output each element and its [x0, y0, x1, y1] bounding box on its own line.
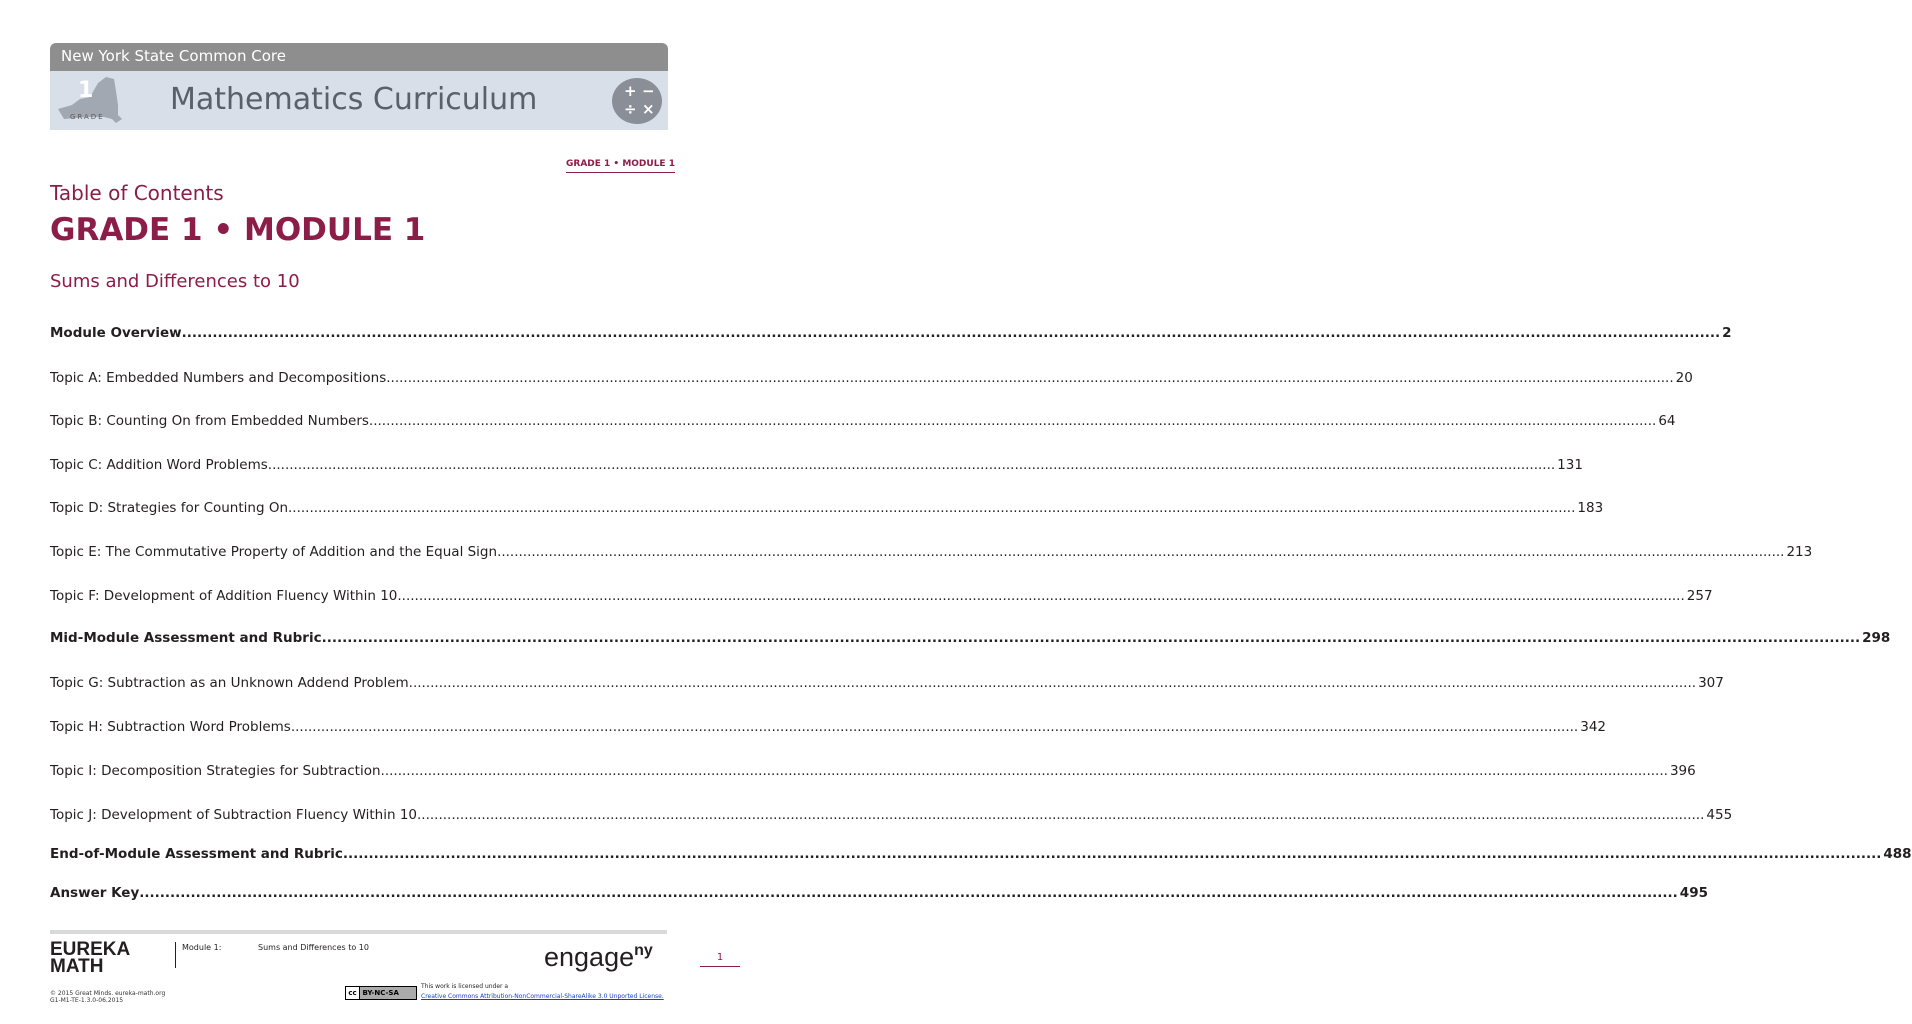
eureka-math-logo — [50, 941, 130, 975]
toc-entry-title: Topic D: Strategies for Counting On — [50, 500, 289, 516]
footer-separator — [175, 942, 176, 968]
toc-entry-page: 131 — [1557, 457, 1583, 473]
toc-leader: ............................................................................................................................................................................................................................................................................................................ — [386, 370, 1674, 386]
toc-leader: ............................................................................................................................................................................................................................................................................................................ — [267, 457, 1556, 473]
toc-entry-page: 183 — [1577, 500, 1604, 516]
engageny-logo — [544, 942, 653, 973]
module-heading: GRADE 1 • MODULE 1 — [50, 212, 426, 248]
toc-entry-title: Topic H: Subtraction Word Problems — [50, 719, 291, 735]
toc-entry-title: Topic B: Counting On from Embedded Numbers — [50, 413, 369, 429]
toc-entry-page: 495 — [1679, 885, 1708, 901]
toc-entry-topic-f[interactable] — [50, 586, 1713, 606]
grade-word: GRADE — [70, 113, 105, 121]
creative-commons-badge[interactable] — [345, 986, 417, 1000]
running-head: GRADE 1 • MODULE 1 — [566, 159, 675, 173]
toc-entry-page: 2 — [1722, 325, 1732, 341]
toc-entry-page: 396 — [1669, 763, 1696, 779]
toc-leader: ............................................................................................................................................................................................................................................................................................................ — [497, 544, 1785, 560]
cc-badge-text: BY-NC-SA — [362, 989, 399, 997]
toc-entry-topic-b[interactable] — [50, 411, 1676, 431]
curriculum-title: Mathematics Curriculum — [170, 82, 538, 117]
copyright-line2: G1-M1-TE-1.3.0-06.2015 — [50, 997, 124, 1004]
toc-leader: ............................................................................................................................................................................................................................................................................................................ — [181, 325, 1721, 341]
banner-top — [50, 43, 668, 71]
toc-entry-page: 342 — [1580, 719, 1607, 735]
toc-entry-title: Mid-Module Assessment and Rubric — [50, 630, 322, 646]
toc-entry-title: Topic A: Embedded Numbers and Decompositions — [50, 370, 387, 386]
toc-leader: ............................................................................................................................................................................................................................................................................................................ — [408, 675, 1697, 691]
eureka-logo-line2: MATH — [50, 956, 104, 977]
toc-leader: ............................................................................................................................................................................................................................................................................................................ — [321, 630, 1861, 646]
divide-icon: ÷ — [624, 100, 637, 118]
toc-entry-page: 488 — [1883, 846, 1912, 862]
toc-entry-title: Module Overview — [50, 325, 182, 341]
toc-leader: ............................................................................................................................................................................................................................................................................................................ — [290, 719, 1579, 735]
toc-leader: ............................................................................................................................................................................................................................................................................................................ — [139, 885, 1678, 901]
toc-leader: ............................................................................................................................................................................................................................................................................................................ — [397, 588, 1685, 604]
engage-text: engage — [544, 942, 635, 972]
footer-rule — [50, 930, 667, 934]
toc-entry-title: Topic J: Development of Subtraction Fluency Within 10 — [50, 807, 417, 823]
module-subtitle: Sums and Differences to 10 — [50, 271, 300, 292]
toc-entry-topic-g[interactable] — [50, 673, 1724, 693]
toc-entry-page: 307 — [1698, 675, 1724, 691]
minus-icon: − — [642, 82, 655, 100]
toc-entry-title: Topic E: The Commutative Property of Addition and the Equal Sign — [50, 544, 498, 560]
toc-entry-mid-module-assessment[interactable] — [50, 628, 1891, 648]
toc-entry-page: 64 — [1658, 413, 1676, 429]
toc-entry-topic-c[interactable] — [50, 455, 1583, 475]
license-link[interactable]: Creative Commons Attribution-NonCommercial-ShareAlike 3.0 Unported License. — [421, 993, 664, 1000]
toc-entry-title: Topic C: Addition Word Problems — [50, 457, 268, 473]
cc-icon: cc — [346, 987, 360, 999]
toc-entry-page: 455 — [1706, 807, 1733, 823]
toc-leader: ............................................................................................................................................................................................................................................................................................................ — [368, 413, 1657, 429]
plus-icon: + — [624, 82, 637, 100]
toc-entry-module-overview[interactable] — [50, 323, 1732, 343]
toc-entry-page: 298 — [1862, 630, 1891, 646]
copyright — [50, 990, 165, 1004]
toc-entry-answer-key[interactable] — [50, 883, 1708, 903]
toc-entry-topic-j[interactable] — [50, 805, 1733, 825]
toc-leader: ............................................................................................................................................................................................................................................................................................................ — [380, 763, 1668, 779]
ny-text: ny — [634, 942, 653, 959]
toc-leader: ............................................................................................................................................................................................................................................................................................................ — [288, 500, 1576, 516]
toc-entry-topic-a[interactable] — [50, 368, 1693, 388]
toc-entry-title: Topic I: Decomposition Strategies for Subtraction — [50, 763, 381, 779]
toc-label: Table of Contents — [50, 181, 224, 205]
toc-entry-topic-i[interactable] — [50, 761, 1696, 781]
license-text: This work is licensed under a — [421, 983, 509, 990]
footer-module-label: Module 1: — [182, 943, 222, 952]
banner-title: New York State Common Core — [61, 47, 286, 65]
toc-entry-title: Answer Key — [50, 885, 140, 901]
toc-entry-title: Topic G: Subtraction as an Unknown Addend Problem — [50, 675, 409, 691]
toc-entry-page: 213 — [1786, 544, 1813, 560]
page-number: 1 — [700, 952, 740, 967]
toc-entry-end-of-module-assessment[interactable] — [50, 844, 1912, 864]
toc-entry-topic-e[interactable] — [50, 542, 1813, 562]
copyright-line1: © 2015 Great Minds. eureka-math.org — [50, 990, 166, 997]
toc-entry-page: 20 — [1675, 370, 1693, 386]
toc-leader: ............................................................................................................................................................................................................................................................................................................ — [342, 846, 1882, 862]
toc-entry-page: 257 — [1686, 588, 1713, 604]
footer-module-title: Sums and Differences to 10 — [258, 943, 369, 952]
eureka-logo-line1: EUREKA — [50, 939, 131, 960]
times-icon: × — [642, 100, 655, 118]
toc-leader: ............................................................................................................................................................................................................................................................................................................ — [417, 807, 1705, 823]
math-operations-icon — [612, 78, 662, 124]
toc-entry-title: Topic F: Development of Addition Fluency Within 10 — [50, 588, 398, 604]
toc-entry-title: End-of-Module Assessment and Rubric — [50, 846, 343, 862]
toc-entry-topic-h[interactable] — [50, 717, 1607, 737]
grade-number: 1 — [78, 78, 94, 103]
toc-entry-topic-d[interactable] — [50, 498, 1604, 518]
